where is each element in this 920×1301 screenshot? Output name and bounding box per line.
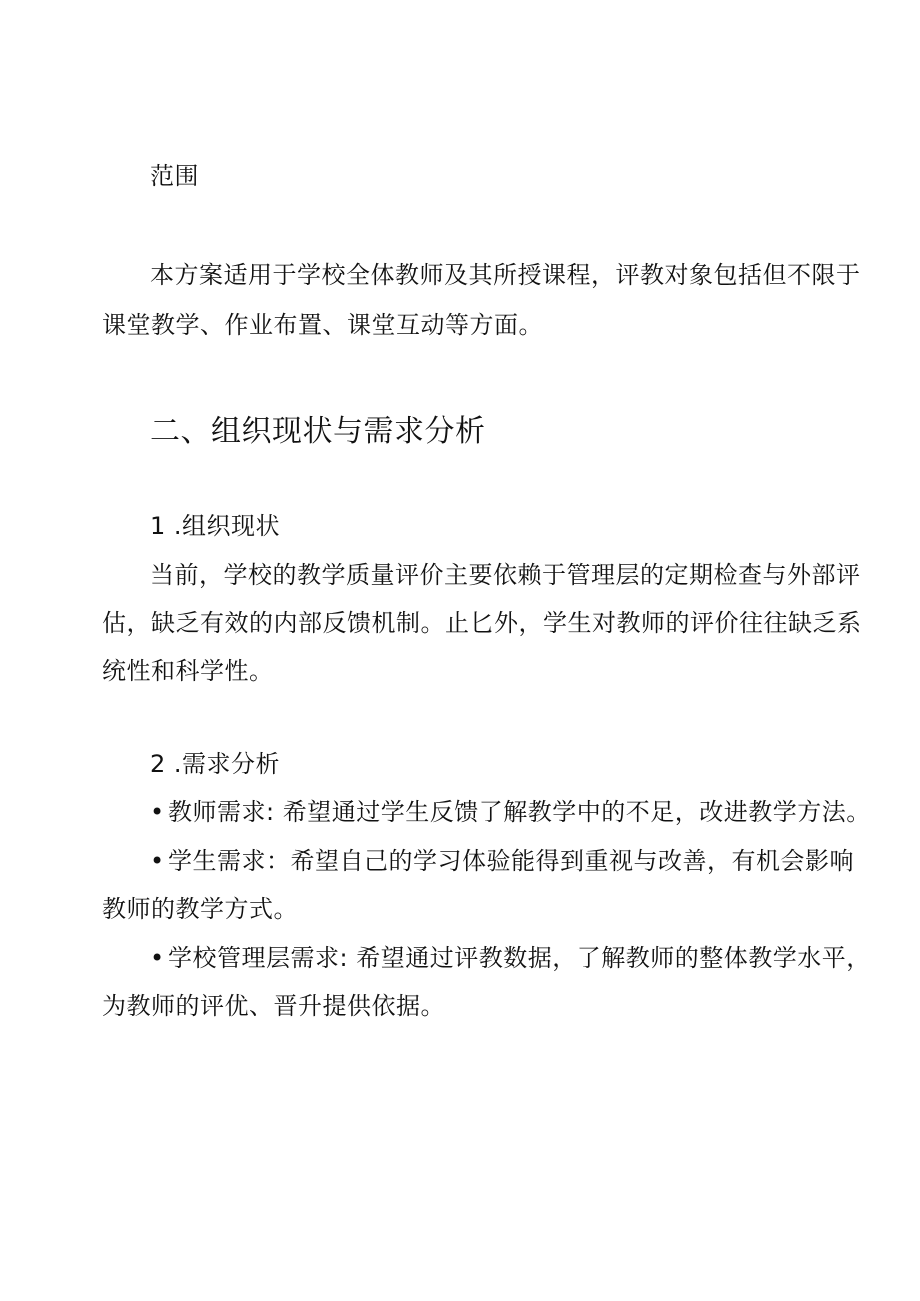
scope-title: 范围 <box>150 162 199 190</box>
bullet-teacher-needs <box>150 792 871 832</box>
bullet-admin-needs <box>150 938 871 978</box>
bullet-icon: • <box>150 847 165 875</box>
status-paragraph-line-3: 统性和科学性。 <box>102 657 274 685</box>
subsection-2-title: 2 .需求分析 <box>150 750 281 778</box>
subsection-1-title: 1 .组织现状 <box>150 512 281 540</box>
bullet-admin-line-2: 为教师的评优、晋升提供依据。 <box>102 992 445 1020</box>
status-paragraph-line-2: 估，缺乏有效的内部反馈机制。止匕外，学生对教师的评价往往缺乏系 <box>102 609 862 637</box>
scope-paragraph-line-1: 本方案适用于学校全体教师及其所授课程，评教对象包括但不限于 <box>150 261 861 289</box>
section-heading: 二、组织现状与需求分析 <box>150 414 486 449</box>
bullet-icon: • <box>150 798 165 826</box>
bullet-student-needs <box>150 841 854 881</box>
bullet-icon: • <box>150 944 165 972</box>
bullet-student-line-1: 学生需求：希望自己的学习体验能得到重视与改善，有机会影响 <box>168 847 854 875</box>
bullet-teacher-line-1: 教师需求: 希望通过学生反馈了解教学中的不足，改进教学方法。 <box>168 798 871 826</box>
bullet-admin-line-1: 学校管理层需求: 希望通过评教数据，了解教师的整体教学水平， <box>168 944 871 972</box>
scope-paragraph-line-2: 课堂教学、作业布置、课堂互动等方面。 <box>102 311 543 339</box>
bullet-student-line-2: 教师的教学方式。 <box>102 895 298 923</box>
status-paragraph-line-1: 当前，学校的教学质量评价主要依赖于管理层的定期检查与外部评 <box>150 561 861 589</box>
